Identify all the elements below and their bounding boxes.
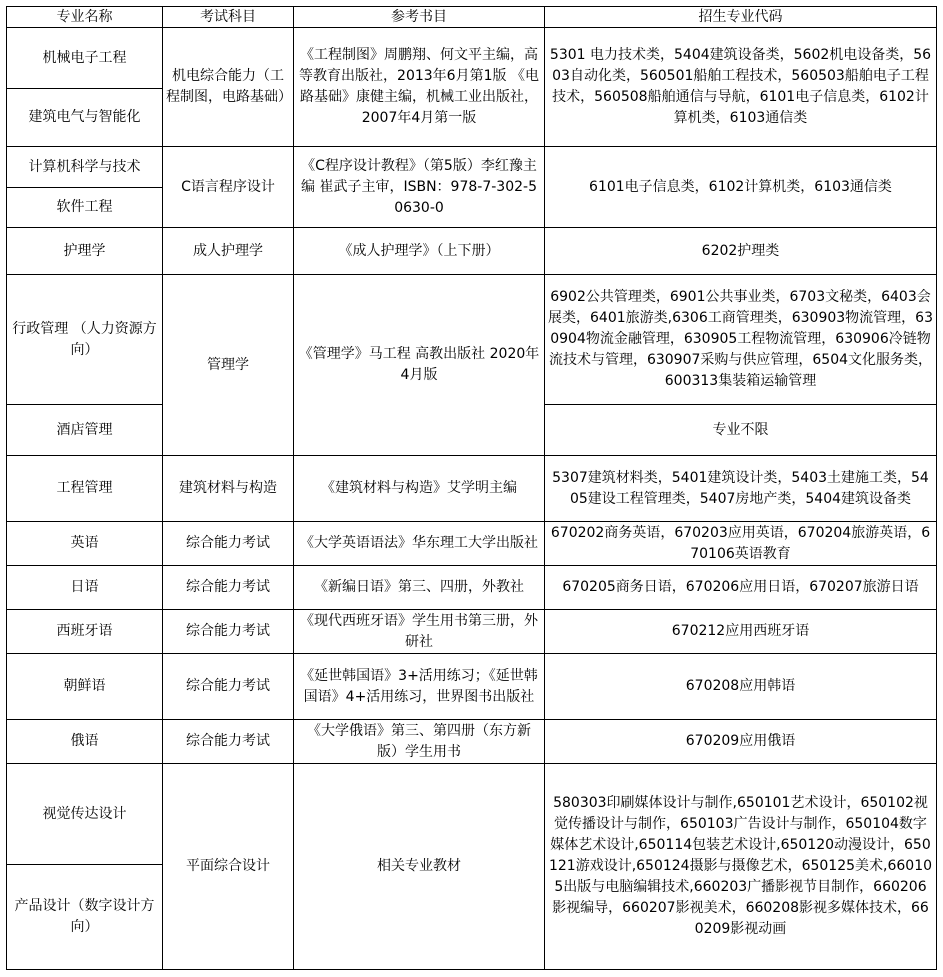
major-cell: 俄语: [7, 720, 163, 764]
book-cell: 《延世韩国语》3+活用练习；《延世韩国语》4+活用练习，世界图书出版社: [294, 654, 545, 720]
code-cell: 670209应用俄语: [545, 720, 937, 764]
table-row: [7, 28, 937, 89]
book-cell: 《现代西班牙语》学生用书第三册，外研社: [294, 610, 545, 654]
major-exam-table: [6, 6, 937, 970]
header-major: 专业名称: [7, 7, 163, 28]
major-cell: 行政管理 （人力资源方向）: [7, 275, 163, 405]
major-cell: 酒店管理: [7, 405, 163, 456]
code-cell: 670202商务英语，670203应用英语，670204旅游英语，670106英语教育: [545, 522, 937, 566]
book-cell: 相关专业教材: [294, 764, 545, 970]
code-cell: 专业不限: [545, 405, 937, 456]
book-cell: 《工程制图》周鹏翔、何文平主编，高等教育出版社，2013年6月第1版 《电路基础》康健主编，机械工业出版社，2007年4月第一版: [294, 28, 545, 147]
major-cell: 西班牙语: [7, 610, 163, 654]
code-cell: 580303印刷媒体设计与制作,650101艺术设计，650102视觉传播设计与制作，650103广告设计与制作，650104数字媒体艺术设计,650114包装艺术设计,650120动漫设计，650121游戏设计,650124摄影与摄像艺术，650125美术,660105出版与电脑编辑技术,660203广播影视节目制作，660206影视编导，660207影视美术，660208影视多媒体技术，660209影视动画: [545, 764, 937, 970]
major-cell: 护理学: [7, 228, 163, 275]
header-subject: 考试科目: [163, 7, 294, 28]
header-code: 招生专业代码: [545, 7, 937, 28]
book-cell: 《成人护理学》（上下册）: [294, 228, 545, 275]
code-cell: 5301 电力技术类，5404建筑设备类，5602机电设备类，5603自动化类，560501船舶工程技术，560503船舶电子工程技术，560508船舶通信与导航，6101电子信息类，6102计算机类，6103通信类: [545, 28, 937, 147]
code-cell: 6902公共管理类，6901公共事业类，6703文秘类，6403会展类，6401旅游类,6306工商管理类，630903物流管理，630904物流金融管理，630905工程物流管理，630906冷链物流技术与管理，630907采购与供应管理，6504文化服务类，600313集装箱运输管理: [545, 275, 937, 405]
header-book: 参考书目: [294, 7, 545, 28]
subject-cell: 综合能力考试: [163, 522, 294, 566]
table-row: [7, 654, 937, 720]
table-row: [7, 147, 937, 188]
subject-cell: 平面综合设计: [163, 764, 294, 970]
major-cell: 机械电子工程: [7, 28, 163, 89]
book-cell: 《管理学》马工程 高教出版社 2020年4月版: [294, 275, 545, 456]
table-row: [7, 456, 937, 522]
subject-cell: 综合能力考试: [163, 566, 294, 610]
subject-cell: 综合能力考试: [163, 610, 294, 654]
table-row: [7, 566, 937, 610]
code-cell: 670208应用韩语: [545, 654, 937, 720]
subject-cell: 管理学: [163, 275, 294, 456]
book-cell: 《新编日语》第三、四册，外教社: [294, 566, 545, 610]
code-cell: 6202护理类: [545, 228, 937, 275]
major-cell: 英语: [7, 522, 163, 566]
table-row: [7, 610, 937, 654]
subject-cell: 机电综合能力（工程制图，电路基础）: [163, 28, 294, 147]
code-cell: 670212应用西班牙语: [545, 610, 937, 654]
major-cell: 视觉传达设计: [7, 764, 163, 865]
code-cell: 670205商务日语，670206应用日语，670207旅游日语: [545, 566, 937, 610]
table-row: [7, 522, 937, 566]
table-row: [7, 275, 937, 405]
major-cell: 朝鲜语: [7, 654, 163, 720]
book-cell: 《大学英语语法》华东理工大学出版社: [294, 522, 545, 566]
major-cell: 计算机科学与技术: [7, 147, 163, 188]
major-cell: 产品设计（数字设计方向）: [7, 865, 163, 970]
code-cell: 6101电子信息类，6102计算机类，6103通信类: [545, 147, 937, 228]
subject-cell: 综合能力考试: [163, 654, 294, 720]
table-row: [7, 720, 937, 764]
major-cell: 日语: [7, 566, 163, 610]
subject-cell: 成人护理学: [163, 228, 294, 275]
table-row: [7, 764, 937, 865]
code-cell: 5307建筑材料类，5401建筑设计类，5403土建施工类，5405建设工程管理类，5407房地产类，5404建筑设备类: [545, 456, 937, 522]
book-cell: 《建筑材料与构造》艾学明主编: [294, 456, 545, 522]
subject-cell: 建筑材料与构造: [163, 456, 294, 522]
header-row: [7, 7, 937, 28]
subject-cell: 综合能力考试: [163, 720, 294, 764]
book-cell: 《C程序设计教程》（第5版）李红豫主编 崔武子主审，ISBN：978-7-302-50630-0: [294, 147, 545, 228]
major-cell: 建筑电气与智能化: [7, 89, 163, 147]
major-cell: 软件工程: [7, 188, 163, 228]
book-cell: 《大学俄语》第三、第四册（东方新版）学生用书: [294, 720, 545, 764]
table-row: [7, 228, 937, 275]
major-cell: 工程管理: [7, 456, 163, 522]
subject-cell: C语言程序设计: [163, 147, 294, 228]
